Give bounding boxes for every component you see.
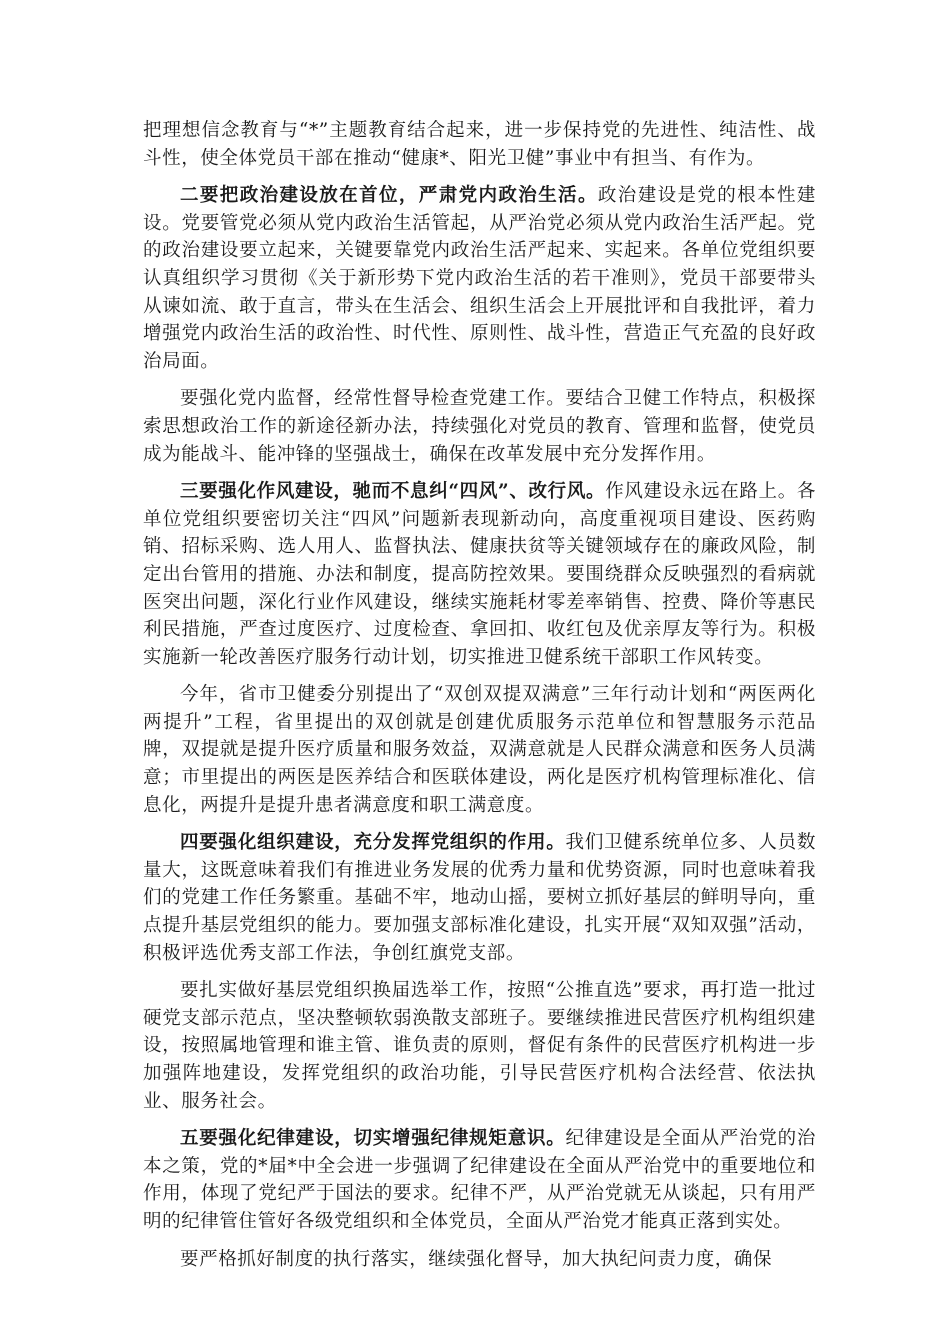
paragraph-4-heading: 三要强化作风建设，驰而不息纠“四风”、改行风。 (180, 481, 606, 503)
paragraph-6 (143, 829, 816, 967)
paragraph-8-heading: 五要强化纪律建设，切实增强纪律规矩意识。 (180, 1128, 566, 1150)
paragraph-7 (143, 977, 816, 1115)
paragraph-5-text: 今年，省市卫健委分别提出了“双创双提双满意”三年行动计划和“两医两化两提升”工程，省里提出的双创就是创建优质服务示范单位和智慧服务示范品牌，双提就是提升医疗质量和服务效益，双满意就是人民群众满意和医务人员满意；市里提出的两医是医养结合和医联体建设，两化是医疗机构管理标准化、信息化，两提升是提升患者满意度和职工满意度。 (143, 684, 816, 816)
paragraph-3-text: 要强化党内监督，经常性督导检查党建工作。要结合卫健工作特点，积极探索思想政治工作的新途径新办法，持续强化对党员的教育、管理和监督，使党员成为能战斗、能冲锋的坚强战士，确保在改革发展中充分发挥作用。 (143, 388, 816, 465)
paragraph-9-text: 要严格抓好制度的执行落实，继续强化督导，加大执纪问责力度，确保 (180, 1248, 773, 1270)
paragraph-2 (143, 182, 816, 375)
document-body (143, 117, 816, 1283)
paragraph-1-text: 把理想信念教育与“*”主题教育结合起来，进一步保持党的先进性、纯洁性、战斗性，使全体党员干部在推动“健康*、阳光卫健”事业中有担当、有作为。 (143, 120, 816, 169)
paragraph-7-text: 要扎实做好基层党组织换届选举工作，按照“公推直选”要求，再打造一批过硬党支部示范点，坚决整顿软弱涣散支部班子。要继续推进民营医疗机构组织建设，按照属地管理和谁主管、谁负责的原则，督促有条件的民营医疗机构进一步加强阵地建设，发挥党组织的政治功能，引导民营医疗机构合法经营、依法执业、服务社会。 (143, 980, 816, 1112)
paragraph-6-text: 我们卫健系统单位多、人员数量大，这既意味着我们有推进业务发展的优秀力量和优势资源，同时也意味着我们的党建工作任务繁重。基础不牢，地动山摇，要树立抓好基层的鲜明导向，重点提升基层党组织的能力。要加强支部标准化建设，扎实开展“双知双强”活动，积极评选优秀支部工作法，争创红旗党支部。 (143, 832, 816, 964)
paragraph-2-heading: 二要把政治建设放在首位，严肃党内政治生活。 (180, 185, 598, 207)
paragraph-9 (143, 1246, 816, 1274)
paragraph-4 (143, 478, 816, 671)
paragraph-5 (143, 681, 816, 819)
paragraph-3 (143, 385, 816, 468)
paragraph-4-text: 作风建设永远在路上。各单位党组织要密切关注“四风”问题新表现新动向，高度重视项目建设、医药购销、招标采购、选人用人、监督执法、健康扶贫等关键领域存在的廉政风险，制定出台管用的措施、办法和制度，提高防控效果。要围绕群众反映强烈的看病就医突出问题，深化行业作风建设，继续实施耗材零差率销售、控费、降价等惠民利民措施，严查过度医疗、过度检查、拿回扣、收红包及优亲厚友等行为。积极实施新一轮改善医疗服务行动计划，切实推进卫健系统干部职工作风转变。 (143, 481, 816, 668)
paragraph-2-text: 政治建设是党的根本性建设。党要管党必须从党内政治生活管起，从严治党必须从党内政治生活严起。党的政治建设要立起来，关键要靠党内政治生活严起来、实起来。各单位党组织要认真组织学习贯彻《关于新形势下党内政治生活的若干准则》，党员干部要带头从谏如流、敢于直言，带头在生活会、组织生活会上开展批评和自我批评，着力增强党内政治生活的政治性、时代性、原则性、战斗性，营造正气充盈的良好政治局面。 (143, 185, 816, 372)
paragraph-8 (143, 1125, 816, 1235)
paragraph-8-text: 纪律建设是全面从严治党的治本之策，党的*届*中全会进一步强调了纪律建设在全面从严治党中的重要地位和作用，体现了党纪严于国法的要求。纪律不严，从严治党就无从谈起，只有用严明的纪律管住管好各级党组织和全体党员，全面从严治党才能真正落到实处。 (143, 1128, 816, 1232)
paragraph-1 (143, 117, 816, 172)
paragraph-6-heading: 四要强化组织建设，充分发挥党组织的作用。 (180, 832, 566, 854)
